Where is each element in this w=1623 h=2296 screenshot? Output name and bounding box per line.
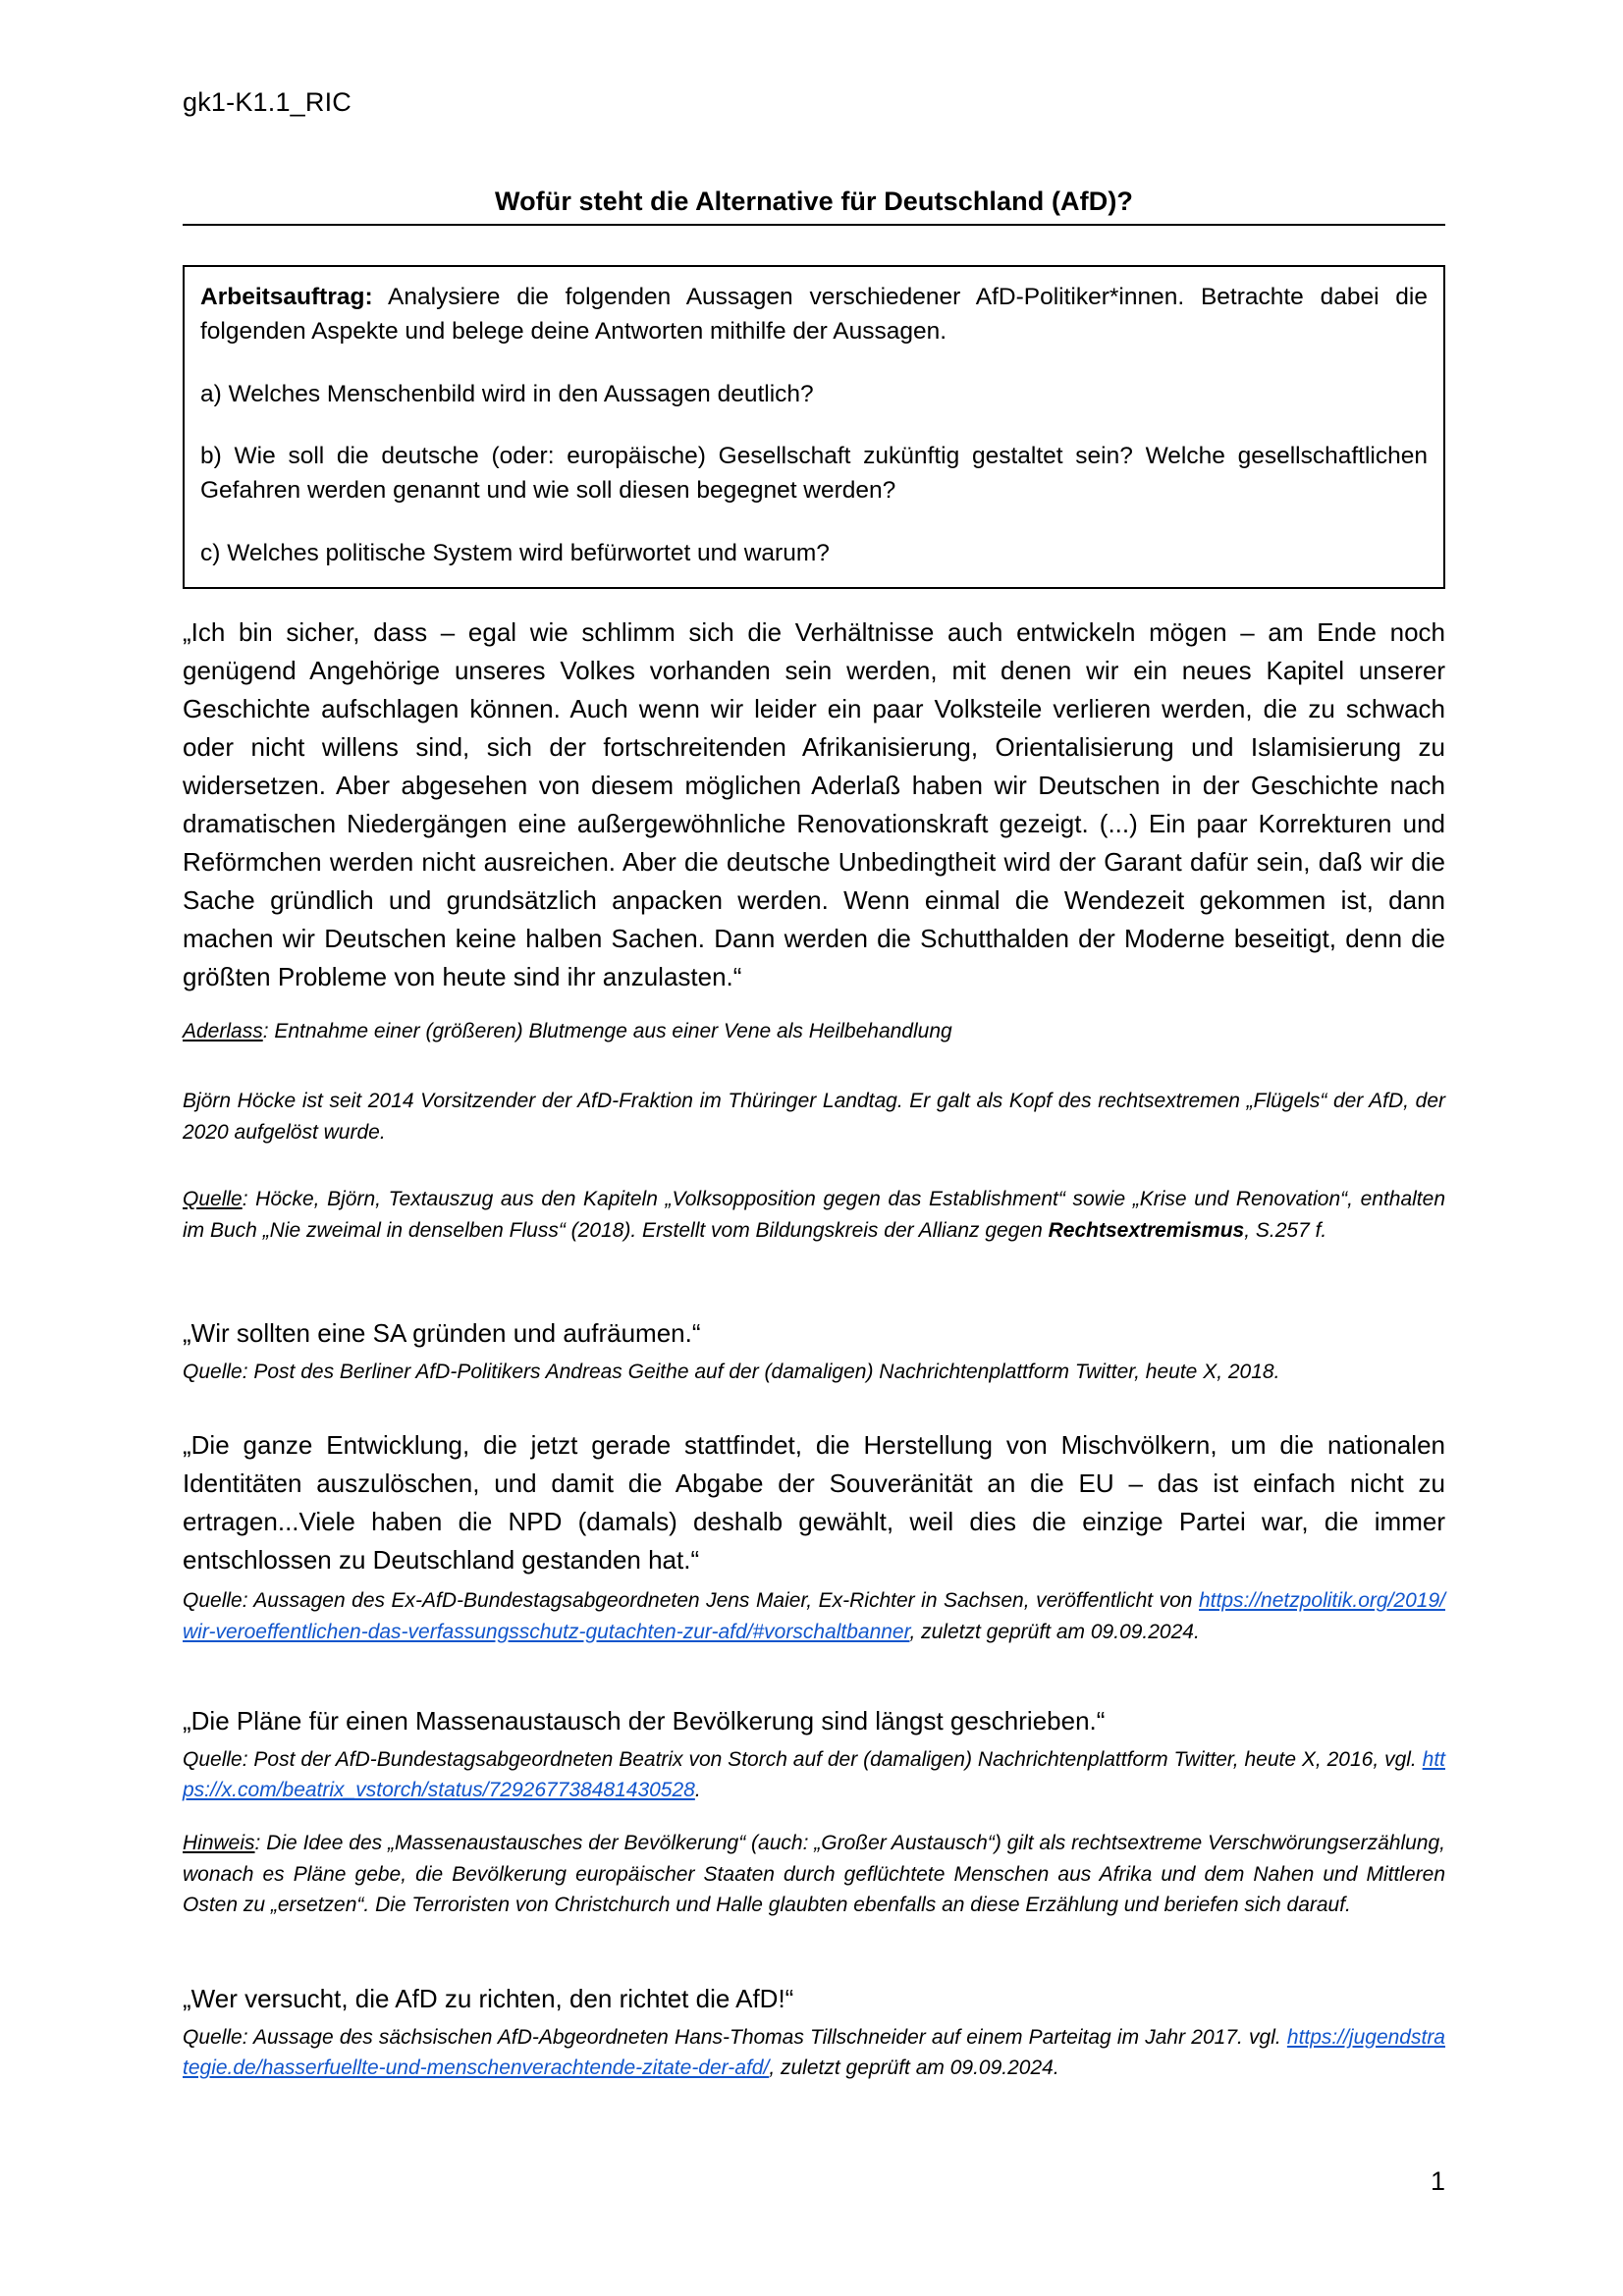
maier-source-link[interactable]: https://netzpolitik.org/2019/wir-veroeffentlichen-das-verfassungsschutz-gutachten-zur-afd/#vorschaltbanner bbox=[183, 1589, 1445, 1643]
hinweis-text: : Die Idee des „Massenaustausches der Bevölkerung“ (auch: „Großer Austausch“) gilt als rechtsextreme Verschwörungserzählung, wonach es Pläne gebe, die Bevölkerung europäischer Staaten durch geflüchtete Menschen aus Afrika und dem Nahen und Mittleren Osten zu „ersetzen“. Die Terroristen von Christchurch und Halle glaubten ebenfalls an diese Erzählung und beriefen sich darauf. bbox=[183, 1832, 1445, 1916]
storch-source-suffix: . bbox=[694, 1779, 701, 1802]
storch-source-link[interactable]: https://x.com/beatrix_vstorch/status/729267738481430528 bbox=[183, 1747, 1445, 1802]
maier-quote: „Die ganze Entwicklung, die jetzt gerade stattfindet, die Herstellung von Mischvölkern, um die nationalen Identitäten auszulöschen, und damit die Abgabe der Souveränität an die EU – das ist einfach nicht zu ertragen...Viele haben die NPD (damals) deshalb gewählt, weil dies die einzige Partei war, die immer entschlossen zu Deutschland gestanden hat.“ bbox=[183, 1430, 1445, 1575]
tillschneider-source bbox=[183, 2022, 1445, 2084]
tillschneider-source-link[interactable]: https://jugendstrategie.de/hasserfuellte-und-menschenverachtende-zitate-der-afd/ bbox=[183, 2025, 1445, 2080]
geithe-quote: „Wir sollten eine SA gründen und aufräumen.“ bbox=[183, 1318, 701, 1348]
geithe-block bbox=[183, 1315, 1445, 1387]
hoecke-bio bbox=[183, 1086, 1445, 1148]
storch-quote: „Die Pläne für einen Massenaustausch der Bevölkerung sind längst geschrieben.“ bbox=[183, 1706, 1106, 1735]
maier-source bbox=[183, 1585, 1445, 1647]
aderlass-glossary bbox=[183, 1016, 1445, 1047]
hoecke-source bbox=[183, 1184, 1445, 1246]
tillschneider-block bbox=[183, 1981, 1445, 2084]
storch-source-prefix: Quelle: Post der AfD-Bundestagsabgeordneten Beatrix von Storch auf der (damaligen) Nachrichtenplattform Twitter, heute X, 2016, vgl. bbox=[183, 1747, 1423, 1771]
page-number: 1 bbox=[1430, 2166, 1445, 2196]
maier-block bbox=[183, 1426, 1445, 1647]
assignment-question-a: a) Welches Menschenbild wird in den Aussagen deutlich? bbox=[200, 380, 814, 407]
tillschneider-source-suffix: , zuletzt geprüft am 09.09.2024. bbox=[769, 2056, 1059, 2080]
page-title-wrapper bbox=[183, 187, 1445, 226]
assignment-question-c: c) Welches politische System wird befürwortet und warum? bbox=[200, 539, 830, 566]
tillschneider-source-prefix: Quelle: Aussage des sächsischen AfD-Abgeordneten Hans-Thomas Tillschneider auf einem Parteitag im Jahr 2017. vgl. bbox=[183, 2025, 1287, 2049]
massenaustausch-hinweis bbox=[183, 1828, 1445, 1921]
geithe-source: Quelle: Post des Berliner AfD-Politikers Andreas Geithe auf der (damaligen) Nachrichtenplattform Twitter, heute X, 2018. bbox=[183, 1360, 1280, 1383]
assignment-label: Arbeitsauftrag: bbox=[200, 284, 373, 310]
glossary-line bbox=[183, 1016, 1445, 1047]
assignment-intro bbox=[200, 281, 1428, 349]
hinweis-label: Hinweis bbox=[183, 1832, 255, 1854]
tillschneider-quote: „Wer versucht, die AfD zu richten, den richtet die AfD!“ bbox=[183, 1984, 794, 2013]
glossary-term: Aderlass bbox=[183, 1020, 263, 1042]
source-label: Quelle bbox=[183, 1188, 243, 1210]
hoecke-quote-block bbox=[183, 614, 1445, 996]
hoecke-bio-text: Björn Höcke ist seit 2014 Vorsitzender der AfD-Fraktion im Thüringer Landtag. Er galt als Kopf des rechtsextremen „Flügels“ der AfD, der 2020 aufgelöst wurde. bbox=[183, 1090, 1445, 1144]
hoecke-source-text-1: : Höcke, Björn, Textauszug aus den Kapiteln „Volksopposition gegen das Establishment“ sowie „Krise und Renovation“, enthalten im Buch „Nie zweimal in denselben Fluss“ (2018). Erstellt vom Bildungskreis der Allianz gegen bbox=[183, 1188, 1445, 1242]
hoecke-source-line bbox=[183, 1184, 1445, 1246]
page-title: Wofür steht die Alternative für Deutschland (AfD)? bbox=[494, 187, 1134, 216]
maier-source-suffix: , zuletzt geprüft am 09.09.2024. bbox=[909, 1620, 1200, 1643]
document-code: gk1-K1.1_RIC bbox=[183, 87, 352, 117]
assignment-intro-text: Analysiere die folgenden Aussagen verschiedener AfD-Politiker*innen. Betrachte dabei die folgenden Aspekte und belege deine Antworten mithilfe der Aussagen. bbox=[200, 284, 1428, 345]
glossary-definition: : Entnahme einer (größeren) Blutmenge aus einer Vene als Heilbehandlung bbox=[262, 1020, 952, 1042]
assignment-box bbox=[183, 265, 1445, 589]
storch-source bbox=[183, 1744, 1445, 1806]
assignment-question-b: b) Wie soll die deutsche (oder: europäische) Gesellschaft zukünftig gestaltet sein? Welche gesellschaftlichen Gefahren werden genannt und wie soll diesen begegnet werden? bbox=[200, 443, 1428, 505]
hoecke-quote: „Ich bin sicher, dass – egal wie schlimm sich die Verhältnisse auch entwickeln mögen – am Ende noch genügend Angehörige unseres Volkes vorhanden sein werden, mit denen wir ein neues Kapitel unserer Geschichte aufschlagen können. Auch wenn wir leider ein paar Volksteile verlieren werden, die zu schwach oder nicht willens sind, sich der fortschreitenden Afrikanisierung, Orientalisierung und Islamisierung zu widersetzen. Aber abgesehen von diesem möglichen Aderlaß haben wir Deutschen in der Geschichte nach dramatischen Niedergängen eine außergewöhnliche Renovationskraft gezeigt. (...) Ein paar Korrekturen und Reförmchen werden nicht ausreichen. Aber die deutsche Unbedingtheit wird der Garant dafür sein, daß wir die Sache gründlich und grundsätzlich anpacken werden. Wenn einmal die Wendezeit gekommen ist, dann machen wir Deutschen keine halben Sachen. Dann werden die Schutthalden der Moderne beseitigt, denn die größten Probleme von heute sind ihr anzulasten.“ bbox=[183, 617, 1445, 991]
hoecke-source-bold: Rechtsextremismus bbox=[1048, 1218, 1245, 1242]
hoecke-source-text-2: , S.257 f. bbox=[1244, 1218, 1327, 1242]
maier-source-prefix: Quelle: Aussagen des Ex-AfD-Bundestagsabgeordneten Jens Maier, Ex-Richter in Sachsen, veröffentlicht von bbox=[183, 1589, 1199, 1612]
hinweis-line bbox=[183, 1828, 1445, 1921]
storch-block bbox=[183, 1703, 1445, 1806]
